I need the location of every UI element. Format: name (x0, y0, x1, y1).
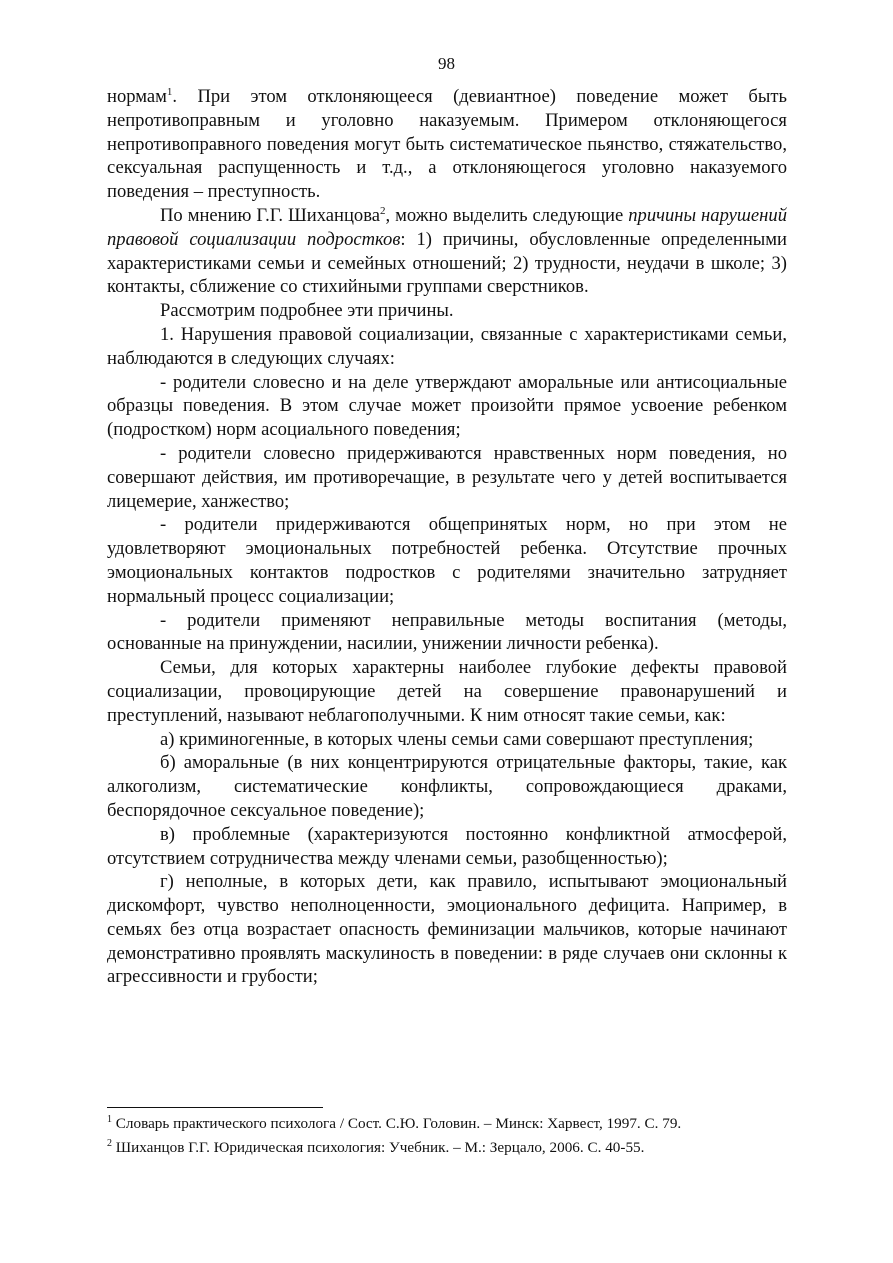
footnote-ref[interactable]: 2 (379, 204, 386, 217)
italic-phrase: причины нарушений правовой социализации подростков (107, 204, 787, 250)
footnote (107, 1138, 787, 1158)
list-item: г) неполные, в которых дети, как правило, испытывают эмоциональный дискомфорт, чувство неполноценности, эмоционального дефицита. Например, в семьях без отца возрастает опасность феминизации мальчиков, которые начинают демонстративно проявлять маскулиность в поведении: в ряде случаев они склонны к агрессивности и грубости; (107, 871, 787, 988)
footnote (107, 1114, 787, 1134)
footnote-ref[interactable]: 1 (166, 86, 173, 98)
list-item: - родители словесно и на деле утверждают аморальные или антисоциальные образцы поведения. В этом случае может произойти прямое усвоение ребенком (подростком) норм асоциального поведения; (107, 371, 787, 441)
paragraph (107, 204, 787, 299)
text-run: нормам (107, 86, 167, 107)
paragraph: Рассмотрим подробнее эти причины. (160, 300, 454, 322)
footnote-number: 2 (107, 1138, 112, 1149)
paragraph: 1. Нарушения правовой социализации, связанные с характеристиками семьи, наблюдаются в следующих случаях: (107, 323, 787, 369)
list-item: в) проблемные (характеризуются постоянно конфликтной атмосферой, отсутствием сотрудничества между членами семьи, разобщенностью); (107, 823, 787, 869)
footnote-separator (107, 1107, 323, 1108)
paragraph: Семьи, для которых характерны наиболее глубокие дефекты правовой социализации, провоцирующие детей на совершение правонарушений и преступлений, называют неблагополучными. К ним относят такие семьи, как: (107, 657, 787, 726)
list-item: - родители придерживаются общепринятых норм, но при этом не удовлетворяют эмоциональных потребностей ребенка. Отсутствие прочных эмоциональных контактов подростков с родителями значительно затрудняет нормальный процесс социализации; (107, 514, 787, 607)
text-run: : 1) причины, обусловленные определенными характеристиками семьи и семейных отношений; 2) трудности, неудачи в школе; 3) контакты, сближение со стихийными группами сверстников. (107, 228, 787, 298)
footnote-number: 1 (107, 1114, 112, 1125)
list-item: а) криминогенные, в которых члены семьи сами совершают преступления; (160, 728, 754, 750)
text-run: , можно выделить следующие (385, 204, 629, 226)
body-text (107, 85, 787, 989)
list-item: - родители применяют неправильные методы воспитания (методы, основанные на принуждении, насилии, унижении личности ребенка). (107, 609, 787, 655)
page-number: 98 (438, 54, 455, 73)
list-item: б) аморальные (в них концентрируются отрицательные факторы, такие, как алкоголизм, систематические конфликты, сопровождающиеся драками, беспорядочное сексуальное поведение); (107, 752, 787, 821)
list-item: - родители словесно придерживаются нравственных норм поведения, но совершают действия, им противоречащие, в результате чего у детей воспитывается лицемерие, ханжество; (107, 442, 787, 512)
footnote-text: Словарь практического психолога / Сост. С.Ю. Головин. – Минск: Харвест, 1997. С. 79. (112, 1115, 682, 1132)
text-run: . При этом отклоняющееся (девиантное) поведение может быть непротивоправным и уголовно наказуемым. Примером отклоняющегося непротивоправного поведения могут быть систематическое пьянство, стяжательство, сексуальная распущенность и т.д., а отклоняющегося уголовно наказуемого поведения – преступность. (107, 86, 787, 203)
footnote-text: Шиханцов Г.Г. Юридическая психология: Учебник. – М.: Зерцало, 2006. С. 40-55. (112, 1139, 645, 1156)
text-run: По мнению Г.Г. Шиханцова (160, 204, 380, 226)
paragraph (107, 85, 787, 204)
footnotes (107, 1114, 787, 1162)
